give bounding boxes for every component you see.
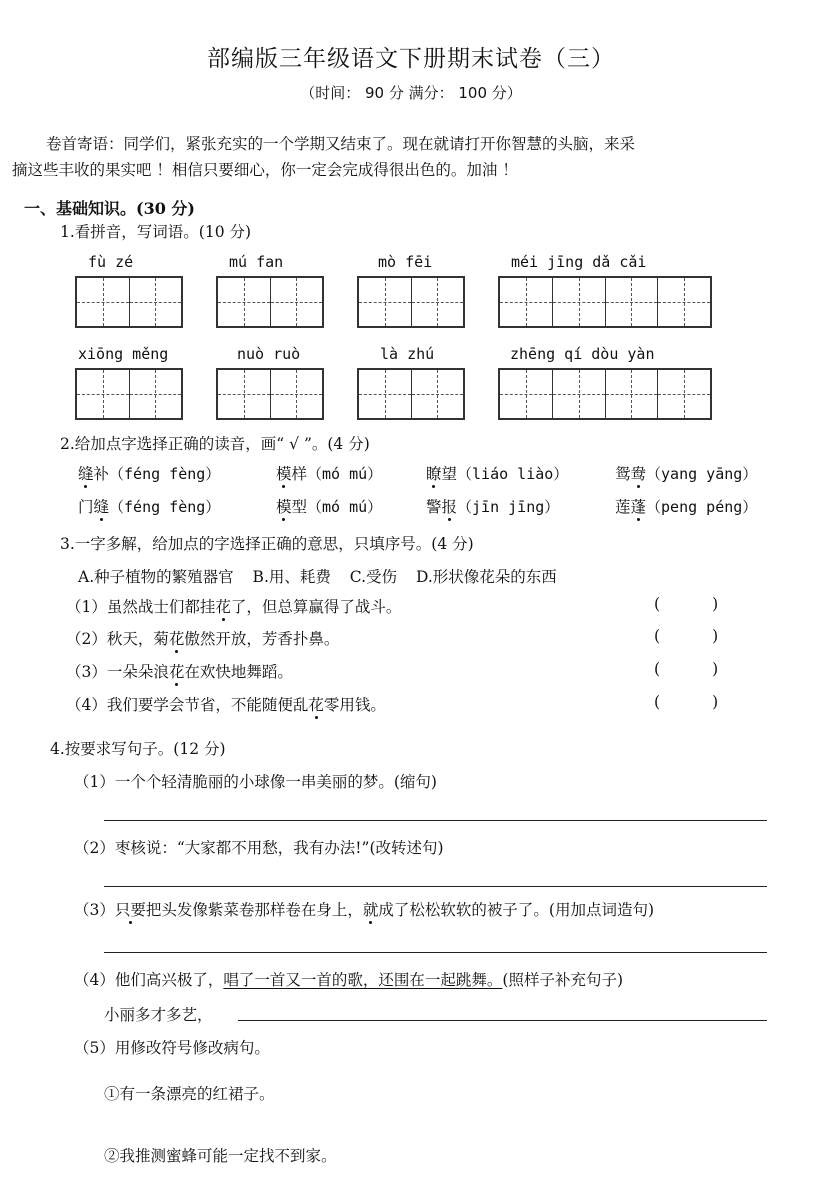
writing-grid[interactable] (216, 276, 324, 328)
pinyin-label: zhēng qí dòu yàn (510, 345, 655, 363)
q3-item: （2）秋天，菊花傲然开放，芳香扑鼻。 (66, 630, 340, 648)
answer-blank[interactable]: ( ) (654, 660, 719, 678)
answer-blank[interactable]: ( ) (654, 693, 719, 711)
writing-grid[interactable] (75, 368, 183, 420)
reading-choice[interactable]: 模型（mó mú） (276, 498, 383, 516)
q4-sentence-3: （3）只要把头发像紫菜卷那样卷在身上，就成了松松软软的被子了。(用加点词造句) (74, 901, 655, 919)
answer-blank[interactable]: ( ) (654, 595, 719, 613)
q3-item: （3）一朵朵浪花在欢快地舞蹈。 (66, 663, 293, 681)
writing-grid[interactable] (75, 276, 183, 328)
answer-blank[interactable]: ( ) (654, 627, 719, 645)
q3-prompt: 3.一字多解，给加点的字选择正确的意思，只填序号。(4 分) (60, 535, 474, 553)
q1-prompt: 1.看拼音，写词语。(10 分) (60, 223, 252, 241)
writing-grid[interactable] (357, 368, 465, 420)
q2-prompt: 2.给加点字选择正确的读音，画“ √ ”。(4 分) (60, 435, 370, 453)
reading-choice[interactable]: 莲蓬（peng péng） (615, 498, 758, 516)
writing-grid[interactable] (498, 276, 712, 328)
writing-grid[interactable] (498, 368, 712, 420)
pinyin-label: là zhú (380, 345, 435, 363)
page-title: 部编版三年级语文下册期末试卷（三） (207, 46, 615, 72)
faulty-sentence[interactable]: ①有一条漂亮的红裙子。 (104, 1085, 275, 1103)
q4-fill-prefix: 小丽多才多艺， (104, 1006, 213, 1024)
q4-sentence-4: （4）他们高兴极了，唱了一首又一首的歌，还围在一起跳舞。(照样子补充句子) (74, 971, 623, 989)
pinyin-label: méi jīng dǎ cǎi (511, 253, 647, 271)
pinyin-label: fù zé (88, 253, 134, 271)
intro-line-2: 摘这些丰收的果实吧 ！相信只要细心，你一定会完成得很出色的。加油 ！ (12, 161, 518, 179)
answer-line[interactable] (238, 1020, 767, 1021)
q3-options: A.种子植物的繁殖器官 B.用、耗费 C.受伤 D.形状像花朵的东西 (78, 568, 557, 586)
pinyin-label: xiōng měng (78, 345, 169, 363)
answer-line[interactable] (104, 952, 767, 953)
answer-line[interactable] (104, 820, 767, 821)
q3-item: （1）虽然战士们都挂花了，但总算赢得了战斗。 (66, 598, 402, 616)
pinyin-label: mò fēi (378, 253, 433, 271)
exam-info: （时间： 90 分 满分： 100 分） (300, 84, 522, 102)
q4-sentence-1: （1）一个个轻清脆丽的小球像一串美丽的梦。(缩句) (74, 773, 437, 791)
reading-choice[interactable]: 警报（jīn jīng） (426, 498, 560, 516)
answer-line[interactable] (104, 886, 767, 887)
reading-choice[interactable]: 门缝（féng fèng） (78, 498, 221, 516)
q4-prompt: 4.按要求写句子。(12 分) (50, 740, 226, 758)
reading-choice[interactable]: 缝补（féng fèng） (78, 465, 221, 483)
q3-item: （4）我们要学会节省，不能随便乱花零用钱。 (66, 696, 386, 714)
q4-sentence-5: （5）用修改符号修改病句。 (74, 1039, 270, 1057)
pinyin-label: nuò ruò (237, 345, 301, 363)
q4-sentence-2: （2）枣核说：“大家都不用愁，我有办法!”(改转述句) (74, 839, 444, 857)
reading-choice[interactable]: 模样（mó mú） (276, 465, 383, 483)
faulty-sentence[interactable]: ②我推测蜜蜂可能一定找不到家。 (104, 1147, 337, 1165)
reading-choice[interactable]: 鸳鸯（yang yāng） (615, 465, 758, 483)
writing-grid[interactable] (216, 368, 324, 420)
writing-grid[interactable] (357, 276, 465, 328)
intro-line-1: 卷首寄语：同学们，紧张充实的一个学期又结束了。现在就请打开你智慧的头脑，来采 (46, 135, 636, 153)
pinyin-label: mú fan (229, 253, 284, 271)
section-heading: 一、基础知识。(30 分) (24, 199, 195, 218)
reading-choice[interactable]: 瞭望（liáo liào） (426, 465, 569, 483)
